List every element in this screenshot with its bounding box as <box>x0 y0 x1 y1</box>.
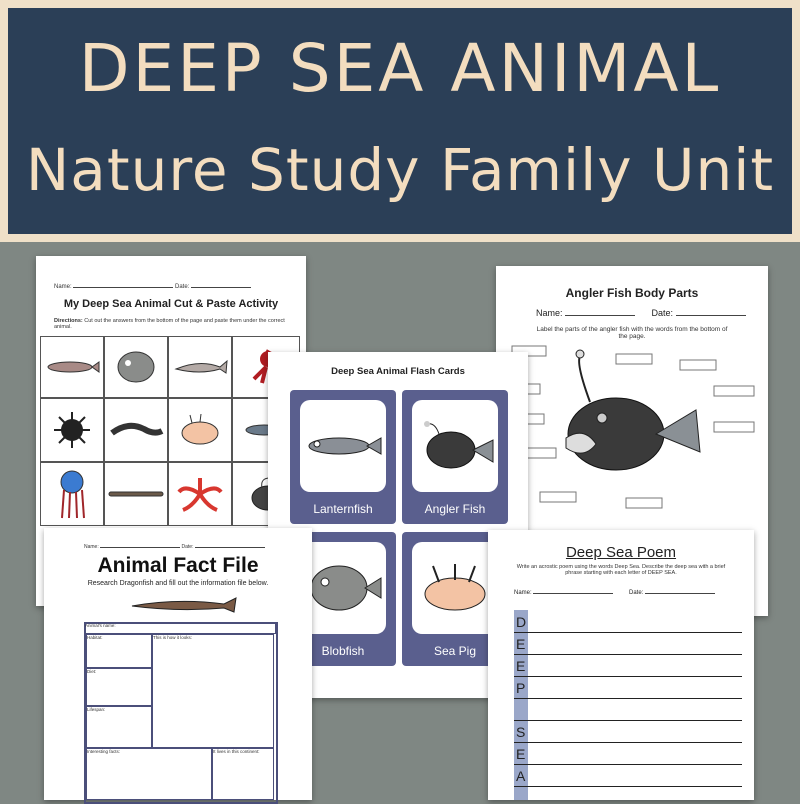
card-image <box>300 400 386 492</box>
poem-title: Deep Sea Poem <box>565 544 677 561</box>
poem-line[interactable] <box>514 632 742 655</box>
angler-title: Angler Fish Body Parts <box>565 286 699 300</box>
animal-cell <box>104 462 168 526</box>
card-label: Lanternfish <box>313 502 373 516</box>
date-label: Date: <box>175 284 190 290</box>
animal-cell <box>40 336 104 398</box>
poem-line[interactable] <box>514 742 742 765</box>
banner-title: DEEP SEA ANIMAL <box>78 30 722 107</box>
acrostic-rows <box>514 610 742 800</box>
angler-name-label: Name: <box>536 308 563 318</box>
blobfish-icon <box>303 558 383 618</box>
banner <box>0 0 800 242</box>
angler-fish-diagram <box>506 344 764 514</box>
poem-line[interactable] <box>514 720 742 743</box>
poem-letter: A <box>516 768 526 784</box>
fact-file-title: Animal Fact File <box>97 554 259 577</box>
poem-letter: E <box>516 636 526 652</box>
poem-line[interactable] <box>514 654 742 677</box>
animal-cell <box>168 336 232 398</box>
sea-pig-icon <box>415 560 495 616</box>
poem-instructions: Write an acrostic poem using the words Deep Sea. Describe the deep sea with a brief phrase starting with each letter of DEEP SEA. <box>516 564 726 576</box>
poem-letter: S <box>516 724 526 740</box>
ff-date-label: Date: <box>181 544 194 550</box>
lanternfish-icon <box>303 428 383 464</box>
lifespan-field[interactable]: Lifespan: <box>86 706 152 748</box>
banner-subtitle: Nature Study Family Unit <box>25 136 775 204</box>
poem-line[interactable] <box>514 764 742 787</box>
poem-line[interactable] <box>514 698 742 721</box>
poem-line[interactable] <box>514 610 742 633</box>
card-image <box>412 542 498 634</box>
directions-label: Directions: <box>54 318 83 324</box>
banner-panel <box>8 8 792 234</box>
ff-name-label: Name: <box>84 544 99 550</box>
animal-cell <box>104 336 168 398</box>
dragonfish-icon <box>128 592 238 616</box>
angler-instructions: Label the parts of the angler fish with the words from the bottom of the page. <box>536 326 728 340</box>
poem-name-label: Name: <box>514 590 532 596</box>
card-image <box>300 542 386 634</box>
animal-cell <box>40 462 104 526</box>
facts-field[interactable]: Interesting facts: <box>86 748 212 800</box>
card-label: Angler Fish <box>424 502 486 516</box>
diet-field[interactable]: Diet: <box>86 668 152 706</box>
poem-line[interactable] <box>514 676 742 699</box>
card-label: Blobfish <box>321 644 365 658</box>
name-label: Name: <box>54 284 72 290</box>
angler-fish-icon <box>415 418 495 474</box>
card-image <box>412 400 498 492</box>
animal-name-field[interactable]: Animal's name: <box>84 622 276 634</box>
cut-paste-title: My Deep Sea Animal Cut & Paste Activity <box>63 298 279 310</box>
animal-cell <box>104 398 168 462</box>
angler-date-label: Date: <box>651 308 674 318</box>
poem-letter: D <box>516 614 527 630</box>
animal-cell <box>168 398 232 462</box>
flash-card-lanternfish[interactable] <box>290 390 396 524</box>
flash-title: Deep Sea Animal Flash Cards <box>331 366 465 377</box>
fact-file-subtitle: Research Dragonfish and fill out the information file below. <box>87 580 269 587</box>
continent-field[interactable]: It lives in this continent: <box>212 748 274 800</box>
poem-letter: E <box>516 746 526 762</box>
poem-sheet <box>488 530 754 800</box>
animal-cell <box>168 462 232 526</box>
habitat-field[interactable]: Habitat: <box>86 634 152 668</box>
poem-letter: P <box>516 680 526 696</box>
card-label: Sea Pig <box>433 644 477 658</box>
fact-file-sheet <box>44 528 312 800</box>
poem-letter: E <box>516 658 526 674</box>
poem-date-label: Date: <box>629 590 644 596</box>
looks-field[interactable]: This is how it looks: <box>152 634 274 748</box>
directions-text: Cut out the answers from the bottom of the page and paste them under the correct animal. <box>54 318 285 330</box>
flash-card-angler-fish[interactable] <box>402 390 508 524</box>
animal-cell <box>40 398 104 462</box>
